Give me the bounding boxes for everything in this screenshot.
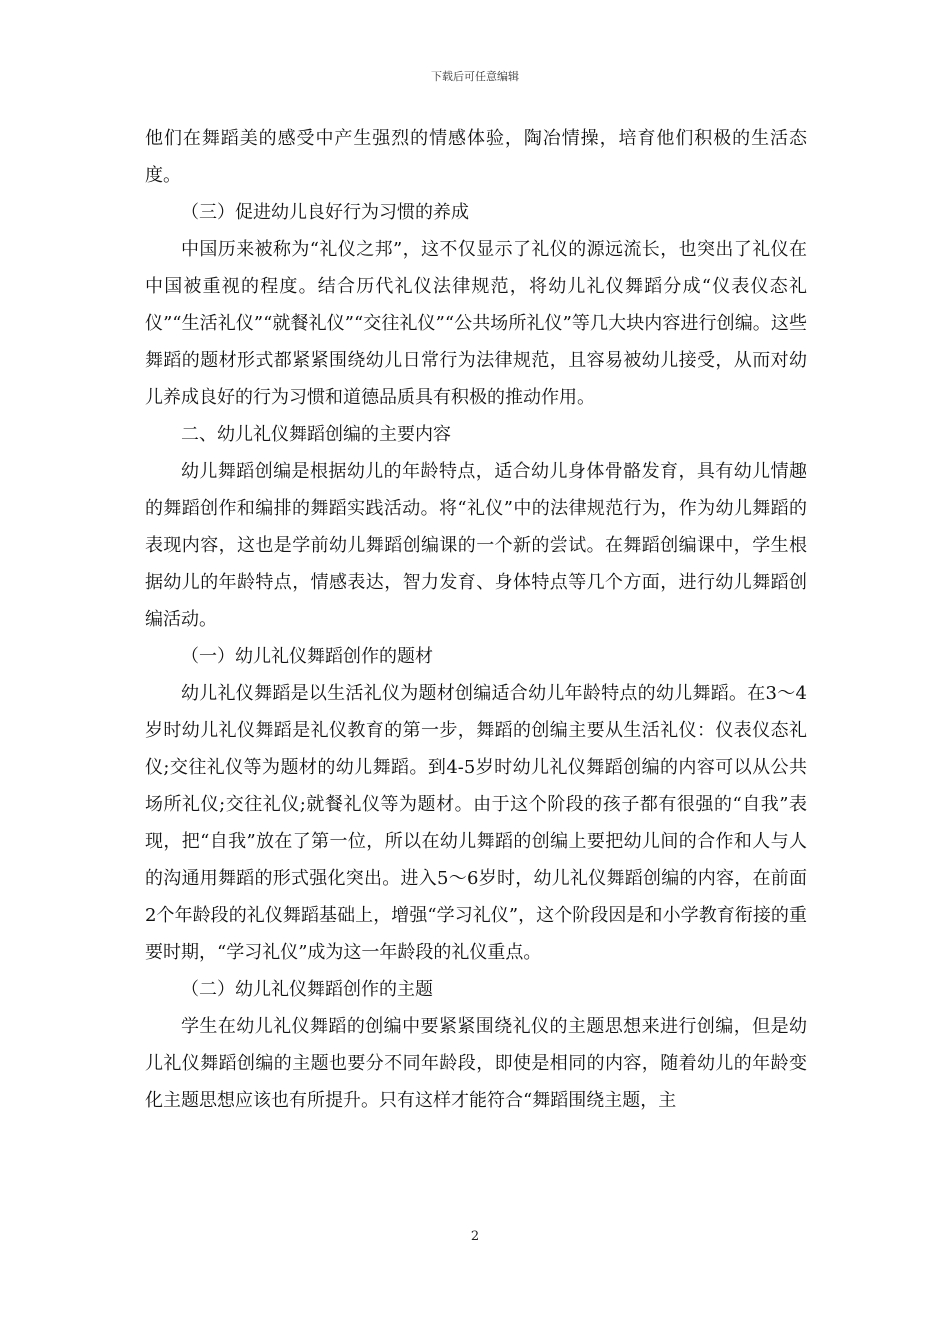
page-header: 下载后可任意编辑 <box>431 70 519 83</box>
section-heading: 二、幼儿礼仪舞蹈创编的主要内容 <box>181 424 451 445</box>
section-heading: （三）促进幼儿良好行为习惯的养成 <box>181 202 469 223</box>
paragraph: 幼儿舞蹈创编是根据幼儿的年龄特点，适合幼儿身体骨骼发育，具有幼儿情趣的舞蹈创作和编排的舞蹈实践活动。将“礼仪”中的法律规范行为，作为幼儿舞蹈的表现内容，这也是学前幼儿舞蹈创编课的一个新的尝试。在舞蹈创编课中，学生根据幼儿的年龄特点，情感表达，智力发育、身体特点等几个方面，进行幼儿舞蹈创编活动。 <box>145 461 807 630</box>
section-heading: （二）幼儿礼仪舞蹈创作的主题 <box>181 979 433 1000</box>
document-body <box>145 120 807 1119</box>
page-number: 2 <box>470 1229 480 1244</box>
paragraph: 他们在舞蹈美的感受中产生强烈的情感体验，陶冶情操，培育他们积极的生活态度。 <box>145 128 807 186</box>
paragraph: 幼儿礼仪舞蹈是以生活礼仪为题材创编适合幼儿年龄特点的幼儿舞蹈。在3～4岁时幼儿礼仪舞蹈是礼仪教育的第一步，舞蹈的创编主要从生活礼仪：仪表仪态礼仪;交往礼仪等为题材的幼儿舞蹈。到4-5岁时幼儿礼仪舞蹈创编的内容可以从公共场所礼仪;交往礼仪;就餐礼仪等为题材。由于这个阶段的孩子都有很强的“自我”表现，把“自我”放在了第一位，所以在幼儿舞蹈的创编上要把幼儿间的合作和人与人的沟通用舞蹈的形式强化突出。进入5～6岁时，幼儿礼仪舞蹈创编的内容，在前面2个年龄段的礼仪舞蹈基础上，增强“学习礼仪”，这个阶段因是和小学教育衔接的重要时期，“学习礼仪”成为这一年龄段的礼仪重点。 <box>145 683 807 963</box>
section-heading: （一）幼儿礼仪舞蹈创作的题材 <box>181 646 433 667</box>
paragraph: 学生在幼儿礼仪舞蹈的创编中要紧紧围绕礼仪的主题思想来进行创编，但是幼儿礼仪舞蹈创编的主题也要分不同年龄段，即使是相同的内容，随着幼儿的年龄变化主题思想应该也有所提升。只有这样才能符合“舞蹈围绕主题，主 <box>145 1016 807 1111</box>
paragraph: 中国历来被称为“礼仪之邦”，这不仅显示了礼仪的源远流长，也突出了礼仪在中国被重视的程度。结合历代礼仪法律规范，将幼儿礼仪舞蹈分成“仪表仪态礼仪”“生活礼仪”“就餐礼仪”“交往礼仪”“公共场所礼仪”等几大块内容进行创编。这些舞蹈的题材形式都紧紧围绕幼儿日常行为法律规范，且容易被幼儿接受，从而对幼儿养成良好的行为习惯和道德品质具有积极的推动作用。 <box>145 239 807 408</box>
